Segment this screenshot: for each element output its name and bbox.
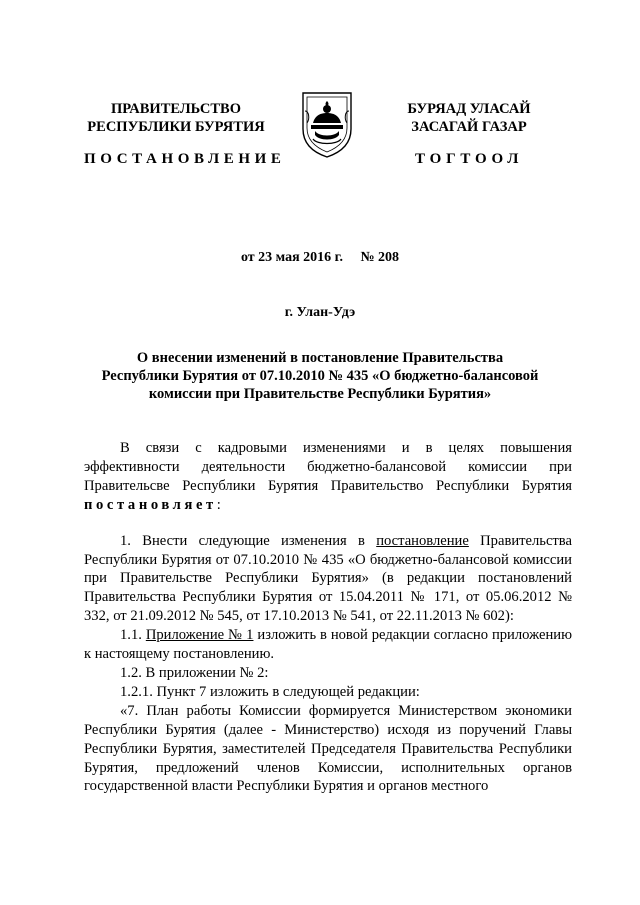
decree-word: постановляет <box>84 496 217 513</box>
item-1-1-before: 1.1. <box>120 627 146 644</box>
item-1-after: Правительства Республики Бурятия от 07.10.2010 № 435 «О бюджетно-балансовой комиссии при Правительстве Республики Бурятия» (в редакции постановлений Правительства Республики Бурятия от 15.04.2011 № 171, от 05.06.2012 № 332, от 21.09.2012 № 545, от 17.10.2013 № 541, от 22.11.2013 № 602): <box>84 532 572 625</box>
item-1-2-1-paragraph: 1.2.1. Пункт 7 изложить в следующей редакции: <box>120 683 420 700</box>
date-number-line <box>0 250 640 266</box>
header-left-line1: ПРАВИТЕЛЬСТВО <box>111 101 241 117</box>
header-left-line2: РЕСПУБЛИКИ БУРЯТИЯ <box>87 119 265 135</box>
document-title <box>0 349 640 403</box>
item-1-1-after: изложить в новой редакции согласно приложению к настоящему постановлению. <box>84 627 572 663</box>
item-1-before: 1. Внести следующие изменения в <box>120 532 377 549</box>
city-line: г. Улан-Удэ <box>284 305 356 320</box>
appendix-1-link[interactable]: Приложение № 1 <box>145 627 254 644</box>
item-1-paragraph <box>84 532 572 627</box>
date-line-text: от 23 мая 2016 г. № 208 <box>240 250 400 265</box>
item-1-2-paragraph: 1.2. В приложении № 2: <box>120 664 269 681</box>
title-line1: О внесении изменений в постановление Правительства <box>136 350 504 366</box>
header-right-line1: БУРЯАД УЛАСАЙ <box>407 101 531 117</box>
coat-of-arms-icon <box>301 89 353 159</box>
header-right-block <box>378 100 560 136</box>
header-left-block <box>76 100 276 136</box>
item-1-1-paragraph <box>84 626 572 664</box>
doc-type-bua: ТОГТООЛ <box>415 151 524 167</box>
preamble-text: В связи с кадровыми изменениями и в целях повышения эффективности деятельности бюджетно-балансовой комиссии при Правительсвe Республики Бурятия Правительство Республики Бурятия <box>84 440 572 494</box>
preamble-paragraph <box>84 439 572 515</box>
item-7-paragraph: «7. План работы Комиссии формируется Министерством экономики Республики Бурятия (далее - Министерство) исходя из поручений Главы Республики Бурятия, заместителей Председателя Правительства Республики Бурятия, предложений членов Комиссии, исполнительных органов государственной власти Республики Бурятия и органов местного <box>84 702 572 795</box>
title-line3: комиссии при Правительстве Республики Бурятия» <box>148 386 492 402</box>
resolution-link[interactable]: постановление <box>376 532 469 549</box>
decree-colon: : <box>216 496 221 513</box>
document-body <box>84 439 572 796</box>
doc-type-ru: ПОСТАНОВЛЕНИЕ <box>84 151 286 167</box>
header-right-line2: ЗАСАГАЙ ГАЗАР <box>411 119 527 135</box>
title-line2: Республики Бурятия от 07.10.2010 № 435 «О бюджетно-балансовой <box>101 368 539 384</box>
